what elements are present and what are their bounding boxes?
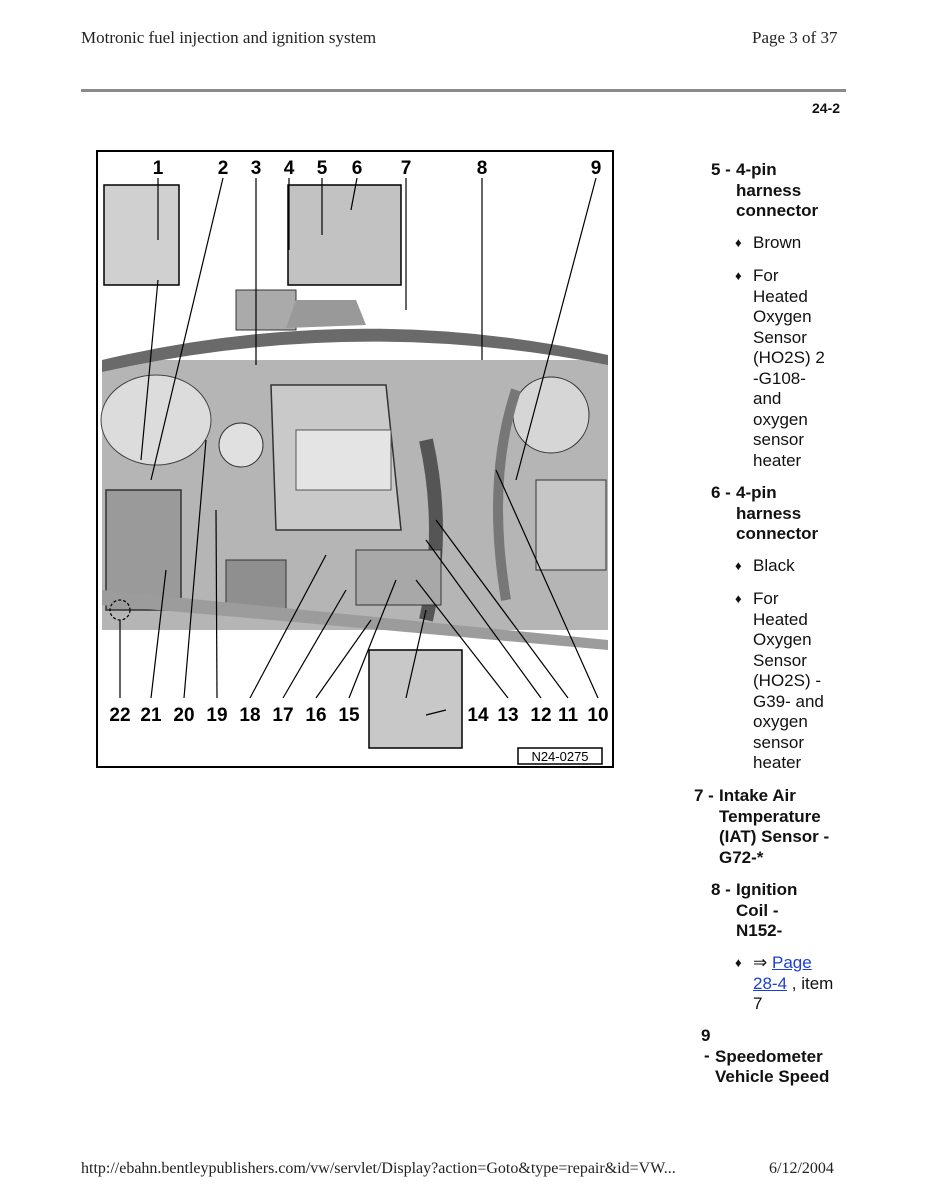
legend-item-6-title: 4-pin harness connector (736, 483, 819, 543)
diamond-bullet-icon: ♦ (735, 558, 742, 573)
legend-item-8-bullet-1 (735, 953, 835, 1015)
callouts-bottom (109, 705, 608, 726)
callout-11: 11 (557, 705, 579, 726)
callout-15: 15 (338, 705, 360, 726)
legend-item-5-title: 4-pin harness connector (736, 160, 819, 220)
callout-13: 13 (497, 705, 519, 726)
legend-item-9 (700, 1026, 835, 1088)
inset-top-center (288, 185, 401, 285)
callout-7: 7 (400, 158, 412, 179)
diamond-bullet-icon: ♦ (735, 955, 742, 970)
legend-item-5-number: 5 - (711, 160, 731, 179)
footer-date: 6/12/2004 (769, 1160, 834, 1177)
callout-9: 9 (590, 158, 602, 179)
legend-item-7-number: 7 - (694, 786, 714, 805)
legend-item-9-number: 9 (701, 1026, 711, 1045)
callout-19: 19 (206, 705, 228, 726)
legend-item-6-bullet-2: ♦ For Heated Oxygen Sensor (HO2S) -G39- and oxygen sensor heater (735, 589, 824, 772)
section-number: 24-2 (812, 100, 841, 116)
legend-item-5-bullet-1: ♦ Brown (735, 233, 802, 252)
callout-8: 8 (476, 158, 488, 179)
diamond-bullet-icon: ♦ (735, 591, 742, 606)
link-suffix: , item 7 (753, 973, 834, 1013)
legend-item-9-dash: - (704, 1046, 710, 1065)
legend-item-8-number: 8 - (711, 880, 731, 899)
footer-url: http://ebahn.bentleypublishers.com/vw/servlet/Display?action=Goto&type=repair&id=VW... (81, 1160, 676, 1177)
callout-14: 14 (467, 705, 489, 726)
callout-2: 2 (217, 158, 229, 179)
legend-item-6 (711, 483, 829, 545)
callout-6: 6 (351, 158, 363, 179)
callout-4: 4 (283, 158, 295, 179)
diamond-bullet-icon: ♦ (735, 235, 742, 250)
inset-top-left (104, 185, 179, 285)
legend-item-6-bullet-1: ♦ Black (735, 556, 795, 575)
callout-3: 3 (250, 158, 262, 179)
engine-diagram (96, 150, 614, 768)
callout-5: 5 (316, 158, 328, 179)
legend-item-5-bullet-2: ♦ For Heated Oxygen Sensor (HO2S) 2 -G108- and oxygen sensor heater (735, 266, 825, 470)
figure-reference: N24-0275 (531, 749, 589, 764)
legend-item-8 (711, 880, 829, 942)
page-28-4-link[interactable]: Page 28-4 (753, 953, 812, 993)
callout-17: 17 (272, 705, 294, 726)
page-number: Page 3 of 37 (752, 28, 838, 47)
callout-1: 1 (152, 158, 164, 179)
callout-22: 22 (109, 705, 131, 726)
legend-item-6-number: 6 - (711, 483, 731, 502)
inset-bottom (369, 650, 462, 748)
callout-16: 16 (305, 705, 327, 726)
callout-18: 18 (239, 705, 261, 726)
callout-20: 20 (173, 705, 195, 726)
legend-item-7-title: Intake Air Temperature (IAT) Sensor -G72-* (719, 786, 830, 867)
legend-item-5 (711, 160, 829, 222)
legend-item-8-title: Ignition Coil - N152- (736, 880, 798, 940)
page-header-title: Motronic fuel injection and ignition system (81, 28, 377, 47)
legend-item-7 (694, 786, 834, 868)
callout-21: 21 (140, 705, 162, 726)
callout-12: 12 (530, 705, 552, 726)
diamond-bullet-icon: ♦ (735, 268, 742, 283)
engine-diagram-svg (96, 150, 614, 768)
callout-10: 10 (587, 705, 609, 726)
legend-item-9-title: Speedometer Vehicle Speed (715, 1046, 830, 1086)
link-arrow-icon: ⇒ (753, 953, 768, 972)
header-divider (81, 89, 846, 92)
